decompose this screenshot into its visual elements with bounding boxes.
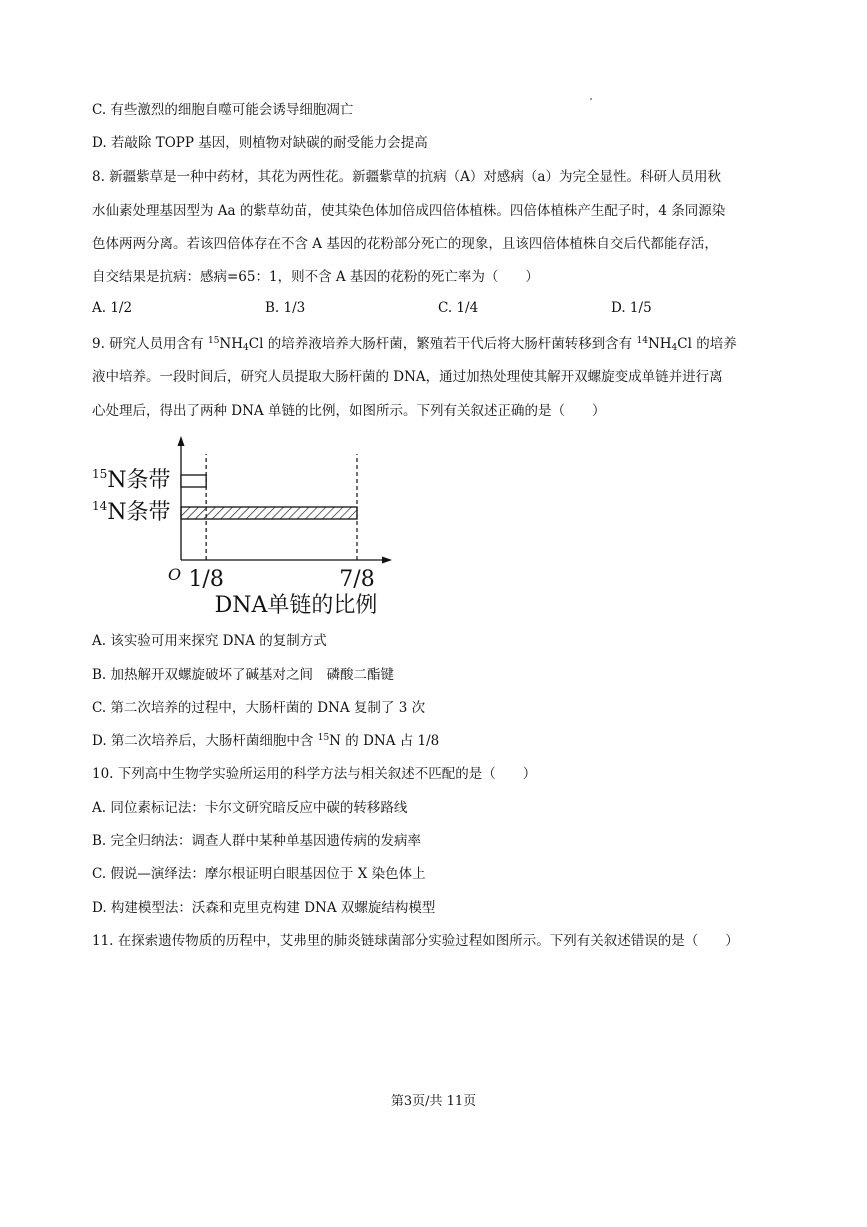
q10-option-d: D. 构建模型法：沃森和克里克构建 DNA 双螺旋结构模型 [92,900,436,916]
q8-line-2: 水仙素处理基因型为 Aa 的紫草幼苗，使其染色体加倍成四倍体植株。四倍体植株产生配子时，4 条同源染 [92,203,726,219]
q9-option-c: C. 第二次培养的过程中，大肠杆菌的 DNA 复制了 3 次 [92,700,426,716]
q9-line-3: 心处理后，得出了两种 DNA 单链的比例，如图所示。下列有关叙述正确的是（ ） [92,403,606,419]
q9-option-a: A. 该实验可用来探究 DNA 的复制方式 [92,633,327,649]
q8-option-b: B. 1/3 [265,300,306,316]
dna-strand-chart [80,430,410,620]
q8-line-4: 自交结果是抗病：感病=65：1，则不含 A 基因的花粉的死亡率为（ ） [92,269,539,285]
q8-line-3: 色体两两分离。若该四倍体存在不含 A 基因的花粉部分死亡的现象，且该四倍体植株自交后代都能存活， [92,236,718,252]
q9-line-1: 9. 研究人员用含有 $^{15}NH_4Cl$ 的培养液培养大肠杆菌，繁殖若干代后将大肠杆菌转移到含有 $^{14}NH_4Cl$ 的培养 [92,336,737,353]
q8-option-c: C. 1/4 [438,300,479,316]
q9-option-b: B. 加热解开双螺旋破坏了碱基对之间 磷酸二酯键 [92,667,395,683]
y-axis-arrow [178,436,185,446]
q10-option-b: B. 完全归纳法：调查人群中某种单基因遗传病的发病率 [92,833,422,849]
option-c-prev: C. 有些激烈的细胞自噬可能会诱导细胞凋亡 [92,102,354,118]
bar-15n [181,475,206,487]
q10-option-a: A. 同位素标记法：卡尔文研究暗反应中碳的转移路线 [92,800,408,816]
q11-stem: 11. 在探索遗传物质的历程中，艾弗里的肺炎链球菌部分实验过程如图所示。下列有关叙述错误的是（ ） [92,933,739,949]
q8-line-1: 8. 新疆紫草是一种中药材，其花为两性花。新疆紫草的抗病（A）对感病（a）为完全显性。科研人员用秋 [92,169,721,185]
category-label-14n: $^{14}$N条带 [92,499,171,525]
tick-label-1: 1/8 [188,567,224,592]
q8-option-a: A. 1/2 [92,300,133,316]
x-axis-arrow [382,557,392,564]
q10-stem: 10. 下列高中生物学实验所运用的科学方法与相关叙述不匹配的是（ ） [92,766,537,782]
tick-label-2: 7/8 [339,567,375,592]
speck [590,98,592,100]
q9-option-d: D. 第二次培养后，大肠杆菌细胞中含 $^{15}$N 的 DNA 占 1/8 [92,733,440,749]
page-footer: 第3页/共 11页 [390,1094,477,1109]
bar-14n [181,507,357,519]
x-axis-label: DNA单链的比例 [214,593,378,618]
option-d-prev: D. 若敲除 TOPP 基因，则植物对缺碳的耐受能力会提高 [92,135,428,151]
category-label-15n: $^{15}$N条带 [92,467,171,493]
q10-option-c: C. 假说—演绎法：摩尔根证明白眼基因位于 X 染色体上 [92,866,426,882]
q8-option-d: D. 1/5 [611,300,652,316]
origin-label: O [168,565,182,584]
q9-line-2: 液中培养。一段时间后，研究人员提取大肠杆菌的 DNA，通过加热处理使其解开双螺旋变成单链并进行离 [92,369,723,385]
